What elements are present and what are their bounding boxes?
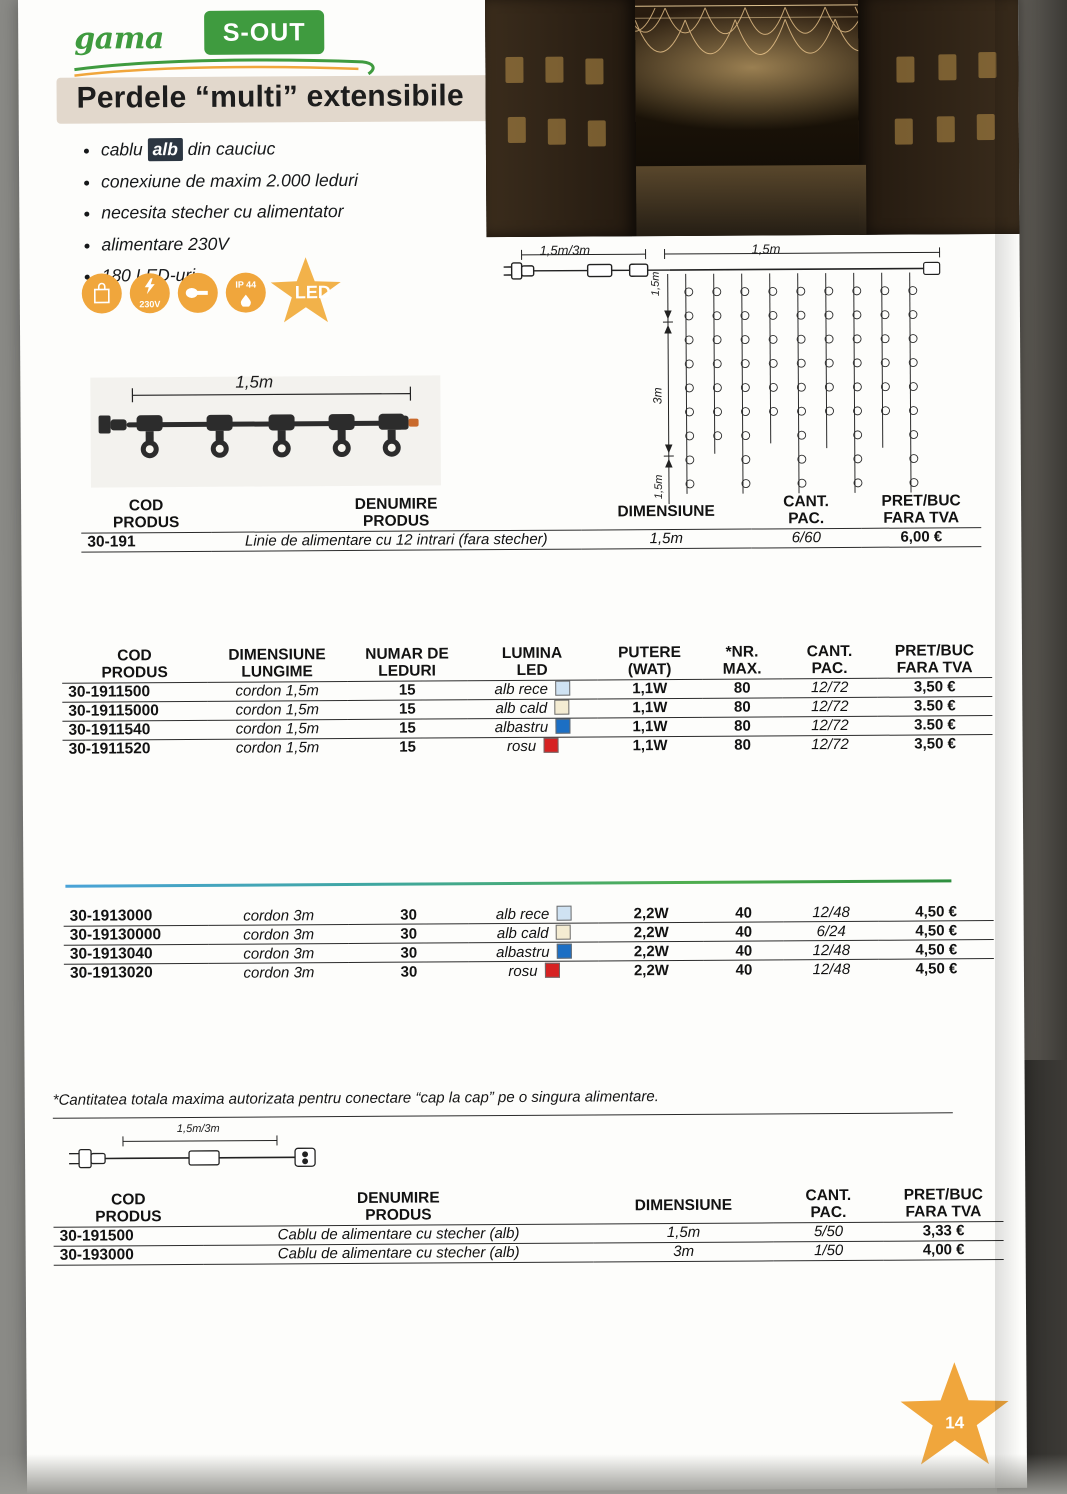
voltage-icon [130,273,170,313]
page-title: Perdele “multi” extensibile [76,79,464,115]
cell-cod: 30-19115000 [68,701,159,720]
cell-leduri: 15 [399,738,416,756]
bullet-highlight: alb [148,138,183,161]
table-row [81,527,981,551]
cell-dimensiune: cordon 3m [243,963,315,982]
lumina-label: alb rece [494,680,548,699]
cell-putere: 2,2W [633,961,669,979]
cell-cod: 30-1913040 [69,945,153,963]
lumina-label: alb cald [495,699,548,718]
table-cordon-products [62,642,993,758]
cell-leduri: 15 [398,681,416,699]
cell-leduri: 15 [398,700,416,718]
cell-nr-max: 80 [734,717,751,735]
cell-cant: 12/48 [812,941,851,959]
cell-lumina [467,699,597,719]
list-item [101,169,499,192]
col-pret-buc: PRET/BUC FARA TVA [903,1186,983,1221]
diagram-label-vert-mid: 3m [650,387,665,405]
cell-pret: 4,50 € [915,921,958,940]
col-dimensiune: DIMENSIUNE [617,502,715,521]
cell-lumina [469,961,599,980]
cell-denumire: Cablu de alimentare cu stecher (alb) [277,1244,520,1263]
cell-cod: 30-1911540 [68,720,151,739]
bullet-text: necesita stecher cu alimentator [101,201,344,223]
cell-dimensiune: 3m [673,1243,695,1261]
technical-diagram-line [90,372,441,487]
table-header-row [81,492,981,533]
led-label: LED [294,281,331,302]
cell-cod: 30-19130000 [69,926,162,944]
photo-building-left [485,0,636,237]
col-dimensiune: DIMENSIUNE [634,1196,733,1214]
cell-nr-max: 80 [734,736,751,754]
catalog-page [18,0,1027,1494]
cell-pret: 3.50 € [913,697,956,715]
photo-street [636,165,866,236]
col-lumina-led: LUMINA LED [501,644,563,680]
cell-dimensiune: cordon 3m [243,925,315,944]
cell-nr-max: 80 [733,679,751,697]
cell-cant: 12/48 [812,960,851,978]
cell-lumina [469,923,599,943]
cell-leduri: 15 [399,719,416,737]
col-cod-produs: COD PRODUS [101,647,168,682]
cell-cod: 30-1913020 [69,964,153,982]
cell-lumina [467,680,597,700]
brand-logo [64,5,484,72]
header-photo [485,0,1019,237]
cell-cant: 12/72 [810,698,849,716]
col-cod-produs: COD PRODUS [95,1191,162,1226]
col-cant-pac: CANT. PAC. [783,493,829,528]
spec-icon-row [82,266,344,320]
cell-pret: 3,50 € [914,735,956,753]
cell-cant: 5/50 [813,1223,844,1241]
lumina-label: alb cald [496,924,549,942]
cell-cant: 6/24 [816,922,846,940]
color-swatch [555,681,570,696]
cell-pret: 3,50 € [913,678,956,696]
diagram-svg [500,242,962,515]
color-swatch [555,924,570,939]
lumina-label: rosu [508,962,538,980]
col-numar-leduri: NUMAR DE LEDURI [365,645,449,681]
col-cant-pac: CANT. PAC. [806,642,853,678]
cell-putere: 2,2W [633,942,669,960]
bullet-post: din cauciuc [182,138,276,159]
cell-dimensiune: 1,5m [649,530,684,548]
cell-leduri: 30 [400,944,418,962]
cell-dimensiune: cordon 1,5m [235,739,320,757]
cell-dimensiune: cordon 3m [243,944,315,963]
color-swatch [543,738,558,753]
diagram-label-right-length: 1,5m [751,241,781,257]
diagram-label-bottom-cable: 1,5m/3m [176,1122,220,1136]
brand-name: gama [74,21,164,57]
diagram-label-vert-top: 1,5m [649,271,662,297]
lumina-label: albastru [496,943,550,961]
table-header-row [62,642,992,683]
cell-nr-max: 40 [735,942,753,960]
list-item [101,137,499,160]
col-pret-buc: PRET/BUC FARA TVA [881,492,961,528]
cell-cant: 12/72 [811,717,849,735]
cell-pret: 4,50 € [915,959,958,978]
technical-diagram-power-cable [65,1122,365,1188]
ip44-label: IP 44 [235,279,257,290]
lumina-label: rosu [506,738,537,756]
diagram-label-left-length: 1,5m/3m [539,242,591,258]
cell-cant: 12/72 [810,679,849,697]
cell-leduri: 30 [400,925,418,943]
cell-cod: 30-1911520 [68,739,151,758]
bullet-text: conexiune de maxim 2.000 leduri [101,169,358,191]
table-header-row [53,1186,1003,1227]
cell-lumina [469,904,599,923]
bullet-text: alimentare 230V [101,233,230,254]
table-feed-line [81,492,981,552]
lumina-label: albastru [494,718,549,737]
cell-cod: 30-191500 [59,1227,134,1245]
voltage-label: 230V [139,299,161,310]
cell-leduri: 30 [400,906,417,924]
cell-nr-max: 40 [735,904,752,922]
col-denumire-produs: DENUMIRE PRODUS [356,1189,440,1225]
cell-nr-max: 80 [733,698,751,716]
cell-dimensiune: cordon 1,5m [235,682,319,700]
cell-nr-max: 40 [735,923,753,941]
cell-putere: 2,2W [633,904,669,922]
color-swatch [556,905,571,920]
cell-pret: 4,50 € [915,940,958,959]
color-swatch [555,719,570,734]
cell-cant: 1/50 [813,1242,844,1260]
color-swatch [556,943,571,958]
cell-putere: 1,1W [632,699,668,717]
cell-dimensiune: cordon 3m [243,906,315,925]
diagram-label-vert-bottom: 1,5m [652,474,666,500]
cell-pret: 3.50 € [914,716,956,734]
cell-cant: 6/60 [791,529,821,547]
section-divider-gradient [65,879,951,887]
table-power-cables [53,1186,1003,1266]
cell-pret: 3,33 € [922,1222,965,1240]
cell-cod: 30-1911500 [68,682,151,701]
cell-nr-max: 40 [735,961,753,979]
lumina-label: alb rece [495,905,550,923]
col-pret-buc: PRET/BUC FARA TVA [894,642,975,678]
page-edge-shadow [995,0,1021,1494]
cell-leduri: 30 [400,963,418,981]
table-cordon-products-3m [64,902,994,983]
cell-dimensiune: 1,5m [666,1224,701,1242]
col-putere: PUTERE (WAT) [618,643,681,679]
cell-putere: 2,2W [633,923,669,941]
col-cod-produs: COD PRODUS [112,497,180,532]
list-item [101,200,499,223]
connector-icon [178,273,218,313]
list-item [101,232,499,255]
cell-denumire: Cablu de alimentare cu stecher (alb) [277,1225,520,1244]
col-nr-max: *NR. MAX. [722,643,762,679]
diagram-label-left-product: 1,5m [235,372,274,392]
cell-cod: 30-1913000 [69,907,153,925]
cell-dimensiune: cordon 1,5m [235,701,320,719]
cell-lumina [469,942,599,962]
technical-diagram-curtain [500,242,962,515]
cell-putere: 1,1W [632,718,668,736]
bag-icon [82,273,122,313]
cell-lumina [468,737,598,756]
footnote-text: *Cantitatea totala maxima autorizata pentru conectare “cap la cap” pe o singura alimentare. [52,1088,659,1109]
cell-cod: 30-193000 [59,1246,134,1264]
col-cant-pac: CANT. PAC. [805,1186,852,1222]
col-dimensiune-lungime: DIMENSIUNE LUNGIME [228,646,326,682]
brand-badge: S-OUT [204,10,324,55]
col-denumire-produs: DENUMIRE PRODUS [354,495,438,531]
cell-putere: 1,1W [632,737,668,755]
bullet-text: 180 LED-uri [101,264,196,286]
diagram-cable-svg [65,1126,365,1188]
cell-pret: 4,50 € [915,902,957,921]
cell-dimensiune: cordon 1,5m [235,720,320,738]
photo-curtain-lights [615,0,896,146]
page-number: 14 [945,1413,965,1433]
cell-cant: 12/72 [811,736,849,754]
bottom-shadow [0,1454,1067,1494]
color-swatch [554,700,569,715]
footnote-divider [53,1112,953,1118]
cell-putere: 1,1W [632,680,668,698]
color-swatch [544,962,559,977]
bullet-pre: cablu [100,139,148,160]
cell-pret: 6,00 € [900,528,943,546]
cell-lumina [467,718,597,738]
ip44-icon [226,272,266,312]
cell-cant: 12/48 [812,903,850,921]
cell-pret: 4,00 € [922,1241,965,1259]
cell-denumire: Linie de alimentare cu 12 intrari (fara stecher) [244,530,548,550]
cell-cod: 30-191 [87,533,136,551]
led-star-icon [268,254,344,330]
